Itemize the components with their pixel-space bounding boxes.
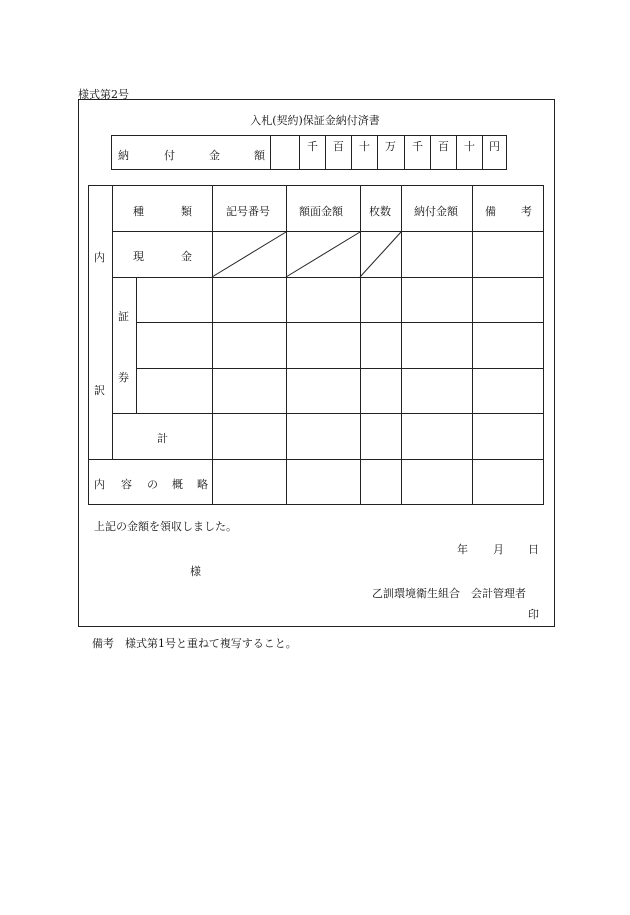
digit-unit-thousand-man: 千	[307, 140, 318, 153]
digit-unit-ten: 十	[464, 140, 475, 153]
amount-label-char: 金	[209, 149, 220, 162]
header-type-char: 種	[133, 205, 144, 218]
form-title: 入札(契約)保証金納付済書	[250, 114, 380, 127]
seal-mark: 印	[528, 608, 539, 621]
receipt-text: 上記の金額を領収しました。	[94, 520, 237, 533]
summary-label-char: 容	[121, 478, 132, 491]
footnote: 備考 様式第1号と重ねて複写すること。	[92, 637, 297, 650]
side-label-char: 訳	[94, 384, 105, 397]
recipient-sama: 様	[190, 565, 201, 578]
form-number: 様式第2号	[78, 88, 129, 101]
side-label-char: 内	[94, 251, 105, 264]
digit-unit-yen: 円	[489, 140, 500, 153]
cash-label-char: 現	[133, 250, 144, 263]
amount-label-char: 付	[164, 149, 175, 162]
issuer-text: 乙訓環境衛生組合 会計管理者	[372, 587, 526, 600]
header-remarks-char: 備	[485, 205, 496, 218]
header-remarks-char: 考	[521, 205, 532, 218]
digit-unit-man: 万	[385, 140, 396, 153]
securities-label-char: 証	[118, 310, 129, 323]
header-paid-amount: 納付金額	[414, 205, 458, 218]
securities-label-char: 券	[118, 371, 129, 384]
header-type-char: 類	[181, 205, 192, 218]
date-year-label: 年	[457, 543, 468, 556]
summary-label-char: 略	[197, 478, 208, 491]
summary-label-char: 内	[94, 478, 105, 491]
form-frame	[78, 99, 555, 627]
total-label: 計	[157, 432, 168, 445]
header-face-amount: 額面金額	[299, 205, 343, 218]
amount-entry-box[interactable]	[271, 136, 299, 169]
date-day-label: 日	[528, 543, 539, 556]
summary-label-char: の	[147, 478, 158, 491]
cash-label-char: 金	[181, 250, 192, 263]
digit-unit-thousand: 千	[412, 140, 423, 153]
date-month-label: 月	[493, 543, 504, 556]
digit-unit-ten-man: 十	[359, 140, 370, 153]
digit-unit-hundred-man: 百	[333, 140, 344, 153]
summary-label-char: 概	[172, 478, 183, 491]
header-symbol-number: 記号番号	[226, 205, 270, 218]
digit-unit-hundred: 百	[438, 140, 449, 153]
header-count: 枚数	[369, 205, 391, 218]
amount-label-char: 納	[118, 149, 129, 162]
amount-label-char: 額	[254, 149, 265, 162]
